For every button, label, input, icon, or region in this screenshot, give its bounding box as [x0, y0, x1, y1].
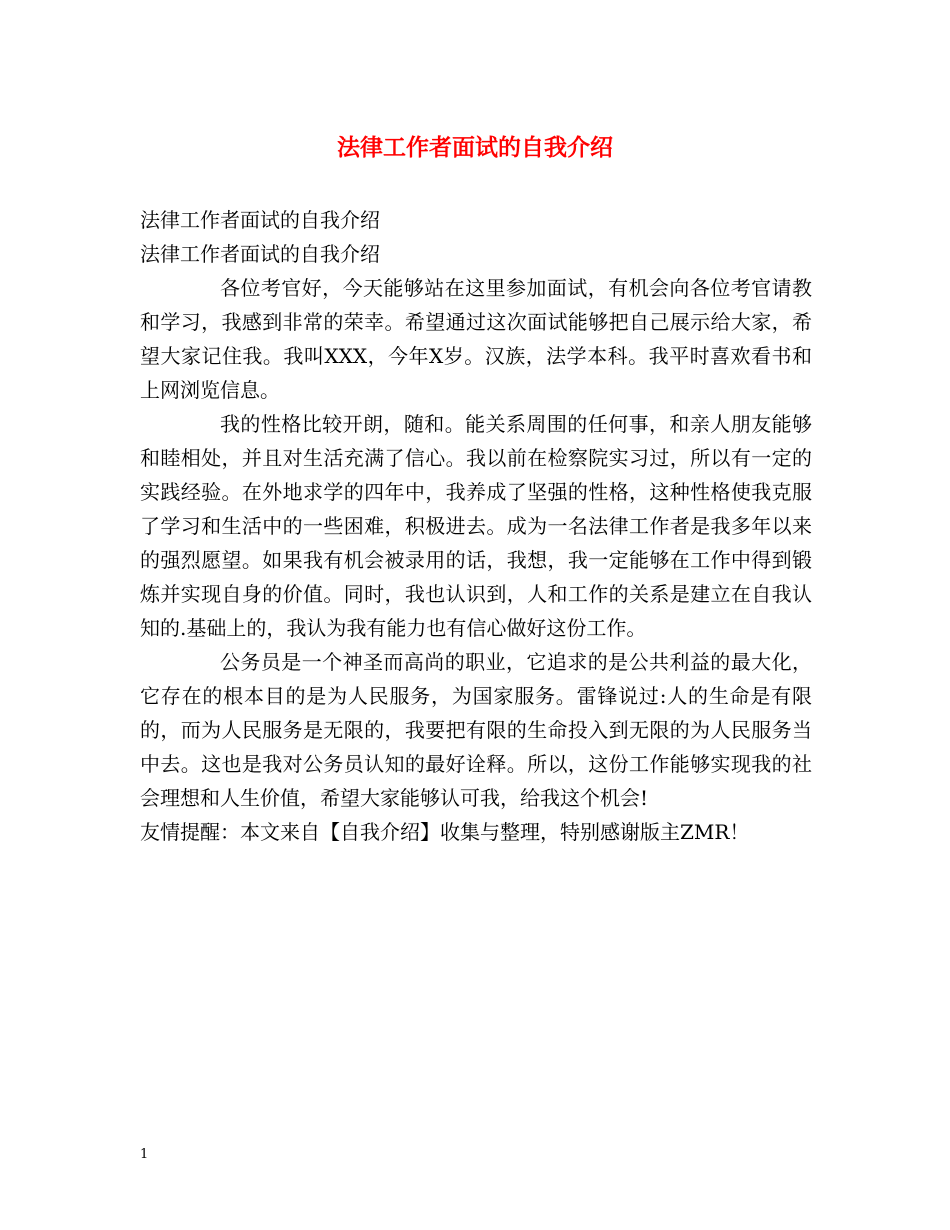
heading-line-2: 法律工作者面试的自我介绍 — [140, 242, 380, 266]
document-title: 法律工作者面试的自我介绍 — [337, 134, 613, 161]
paragraph-2: 我的性格比较开朗，随和。能关系周围的任何事，和亲人朋友能够和睦相处，并且对生活充满了信心。我以前在检察院实习过，所以有一定的实践经验。在外地求学的四年中，我养成了坚强的性格，这种性格使我克服了学习和生活中的一些困难，积极进去。成为一名法律工作者是我多年以来的强烈愿望。如果我有机会被录用的话，我想，我一定能够在工作中得到锻炼并实现自身的价值。同时，我也认识到，人和工作的关系是建立在自我认知的.基础上的，我认为我有能力也有信心做好这份工作。 — [140, 412, 812, 640]
page-number: 1 — [140, 1147, 149, 1162]
paragraph-1: 各位考官好，今天能够站在这里参加面试，有机会向各位考官请教和学习，我感到非常的荣幸。希望通过这次面试能够把自己展示给大家，希望大家记住我。我叫XXX，今年X岁。汉族，法学本科。我平时喜欢看书和上网浏览信息。 — [140, 276, 812, 402]
heading-line-1: 法律工作者面试的自我介绍 — [140, 208, 380, 232]
paragraph-3: 公务员是一个神圣而高尚的职业，它追求的是公共利益的最大化，它存在的根本目的是为人民服务，为国家服务。雷锋说过:人的生命是有限的，而为人民服务是无限的，我要把有限的生命投入到无限的为人民服务当中去。这也是我对公务员认知的最好诠释。所以，这份工作能够实现我的社会理想和人生价值，希望大家能够认可我，给我这个机会! — [140, 650, 812, 810]
document-body — [140, 203, 812, 849]
closing-note: 友情提醒：本文来自【自我介绍】收集与整理，特别感谢版主ZMR！ — [140, 820, 750, 844]
